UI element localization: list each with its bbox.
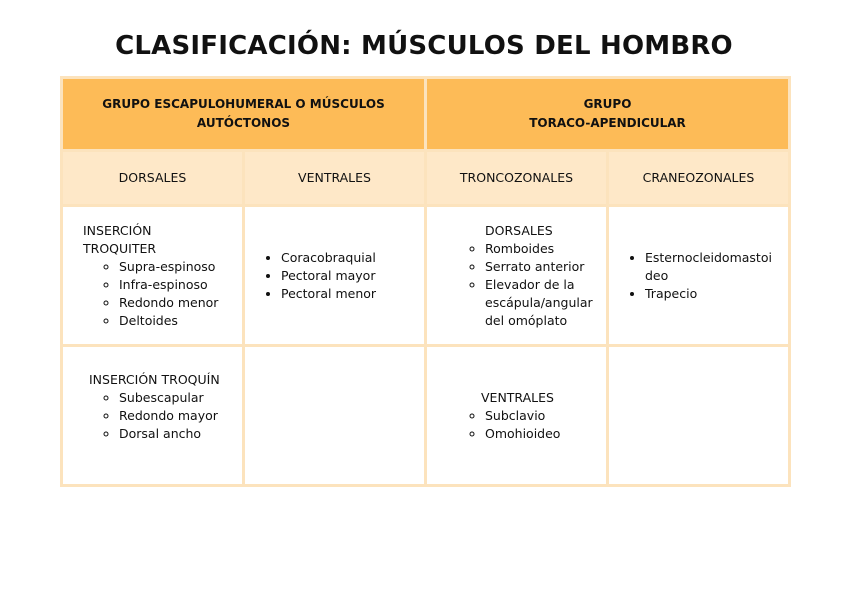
group-header-escapulohumeral <box>62 78 426 151</box>
table-row <box>62 346 790 486</box>
list-item: ◦ Subclavio <box>485 407 592 425</box>
muscle-list <box>467 407 592 443</box>
group-header-line: GRUPO <box>583 97 632 111</box>
muscle-list <box>467 240 596 330</box>
list-item: ◦ Redondo menor <box>119 294 228 312</box>
list-item: ◦ Deltoides <box>119 312 228 330</box>
cell-empty <box>608 346 790 486</box>
list-item: ◦ Supra-espinoso <box>119 258 228 276</box>
group-header-line: AUTÓCTONOS <box>196 116 291 130</box>
classification-table <box>60 76 791 487</box>
list-item: • Pectoral menor <box>281 285 410 303</box>
muscle-list <box>83 258 228 330</box>
subheader-craneozonales: CRANEOZONALES <box>608 151 790 206</box>
subheader-ventrales: VENTRALES <box>244 151 426 206</box>
group-header-line: GRUPO ESCAPULOHUMERAL O MÚSCULOS <box>102 97 385 111</box>
list-item: • Trapecio <box>645 285 776 303</box>
cell-dorsales-troquiter <box>62 206 244 346</box>
cell-title: VENTRALES <box>481 390 554 405</box>
list-item: ◦ Subescapular <box>119 389 228 407</box>
cell-ventrales <box>244 206 426 346</box>
cell-empty <box>244 346 426 486</box>
list-item: ◦ Romboides <box>485 240 596 258</box>
subheader-dorsales: DORSALES <box>62 151 244 206</box>
cell-craneozonales <box>608 206 790 346</box>
list-item: ◦ Omohioideo <box>485 425 592 443</box>
muscle-list <box>89 389 228 443</box>
cell-dorsales-troquin <box>62 346 244 486</box>
group-header-line: TORACO-APENDICULAR <box>529 116 686 130</box>
list-item: ◦ Elevador de la escápula/angular del omóplato <box>485 276 596 330</box>
cell-title: INSERCIÓN TROQUÍN <box>89 372 220 387</box>
list-item: • Coracobraquial <box>281 249 410 267</box>
list-item: ◦ Serrato anterior <box>485 258 596 276</box>
subheader-troncozonales: TRONCOZONALES <box>426 151 608 206</box>
group-header-toraco-apendicular <box>426 78 790 151</box>
list-item: • Pectoral mayor <box>281 267 410 285</box>
muscle-list <box>265 249 410 303</box>
list-item: ◦ Redondo mayor <box>119 407 228 425</box>
table-row <box>62 206 790 346</box>
page-title: CLASIFICACIÓN: MÚSCULOS DEL HOMBRO <box>115 31 733 61</box>
subheader-row <box>62 151 790 206</box>
cell-troncozonales-ventrales <box>426 346 608 486</box>
list-item: ◦ Infra-espinoso <box>119 276 228 294</box>
muscle-list <box>629 249 776 303</box>
list-item: • Esternocleidomastoideo <box>645 249 776 285</box>
cell-troncozonales-dorsales <box>426 206 608 346</box>
list-item: ◦ Dorsal ancho <box>119 425 228 443</box>
group-header-row <box>62 78 790 151</box>
cell-title: INSERCIÓN TROQUITER <box>83 222 157 256</box>
cell-title: DORSALES <box>485 222 553 238</box>
